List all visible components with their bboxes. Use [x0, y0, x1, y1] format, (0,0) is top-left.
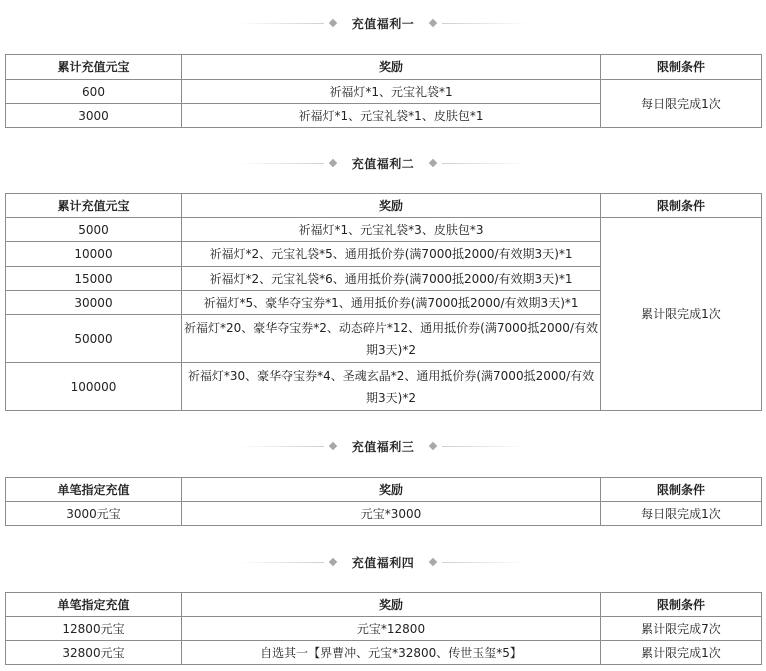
header-cell: 累计充值元宝 [6, 194, 182, 218]
amount-cell: 30000 [6, 291, 182, 315]
title-divider-left [238, 153, 338, 173]
reward-cell: 祈福灯*2、元宝礼袋*5、通用抵价券(满7000抵2000/有效期3天)*1 [182, 242, 601, 267]
reward-table-3 [5, 477, 762, 526]
amount-cell: 600 [6, 80, 182, 104]
title-divider-right [428, 153, 528, 173]
amount-cell: 100000 [6, 363, 182, 411]
amount-cell: 32800元宝 [6, 641, 182, 665]
reward-cell: 祈福灯*1、元宝礼袋*1、皮肤包*1 [182, 104, 601, 128]
title-divider-right [428, 552, 528, 572]
table-row [6, 641, 762, 665]
limit-cell: 累计限完成1次 [601, 218, 762, 411]
title-divider-left [238, 436, 338, 456]
amount-cell: 3000元宝 [6, 502, 182, 526]
title-divider-right [428, 13, 528, 33]
limit-cell: 每日限完成1次 [601, 502, 762, 526]
reward-table-4 [5, 592, 762, 665]
table-row [6, 218, 762, 242]
header-cell: 奖励 [182, 593, 601, 617]
reward-cell: 祈福灯*5、豪华夺宝券*1、通用抵价券(满7000抵2000/有效期3天)*1 [182, 291, 601, 315]
header-cell: 限制条件 [601, 478, 762, 502]
reward-table-1 [5, 54, 762, 128]
header-cell: 限制条件 [601, 194, 762, 218]
title-divider-right [428, 436, 528, 456]
amount-cell: 50000 [6, 315, 182, 363]
reward-cell: 祈福灯*1、元宝礼袋*1 [182, 80, 601, 104]
title-divider-left [238, 552, 338, 572]
reward-cell: 祈福灯*20、豪华夺宝券*2、动态碎片*12、通用抵价券(满7000抵2000/有效期3天)*2 [182, 315, 601, 363]
table-header-row [6, 194, 762, 218]
header-cell: 单笔指定充值 [6, 478, 182, 502]
reward-cell: 祈福灯*2、元宝礼袋*6、通用抵价券(满7000抵2000/有效期3天)*1 [182, 267, 601, 291]
title-divider-left [238, 13, 338, 33]
reward-cell: 祈福灯*1、元宝礼袋*3、皮肤包*3 [182, 218, 601, 242]
header-cell: 奖励 [182, 478, 601, 502]
amount-cell: 5000 [6, 218, 182, 242]
section-title-1 [0, 13, 766, 33]
limit-cell: 累计限完成1次 [601, 641, 762, 665]
table-header-row [6, 478, 762, 502]
header-cell: 单笔指定充值 [6, 593, 182, 617]
reward-cell: 元宝*3000 [182, 502, 601, 526]
header-cell: 限制条件 [601, 593, 762, 617]
section-title-4 [0, 552, 766, 572]
section-title-text: 充值福利三 [351, 439, 415, 454]
header-cell: 累计充值元宝 [6, 55, 182, 80]
amount-cell: 15000 [6, 267, 182, 291]
reward-table-2 [5, 193, 762, 411]
table-header-row [6, 593, 762, 617]
limit-cell: 每日限完成1次 [601, 80, 762, 128]
header-cell: 奖励 [182, 194, 601, 218]
limit-cell: 累计限完成7次 [601, 617, 762, 641]
section-title-text: 充值福利四 [351, 555, 415, 570]
header-cell: 奖励 [182, 55, 601, 80]
section-title-text: 充值福利二 [351, 156, 415, 171]
amount-cell: 10000 [6, 242, 182, 267]
reward-cell: 祈福灯*30、豪华夺宝券*4、圣魂玄晶*2、通用抵价券(满7000抵2000/有效期3天)*2 [182, 363, 601, 411]
section-title-2 [0, 153, 766, 173]
amount-cell: 12800元宝 [6, 617, 182, 641]
table-row [6, 617, 762, 641]
reward-cell: 自选其一【界曹冲、元宝*32800、传世玉玺*5】 [182, 641, 601, 665]
table-row [6, 502, 762, 526]
section-title-text: 充值福利一 [351, 16, 415, 31]
amount-cell: 3000 [6, 104, 182, 128]
section-title-3 [0, 436, 766, 456]
table-header-row [6, 55, 762, 80]
header-cell: 限制条件 [601, 55, 762, 80]
table-row [6, 80, 762, 104]
reward-cell: 元宝*12800 [182, 617, 601, 641]
